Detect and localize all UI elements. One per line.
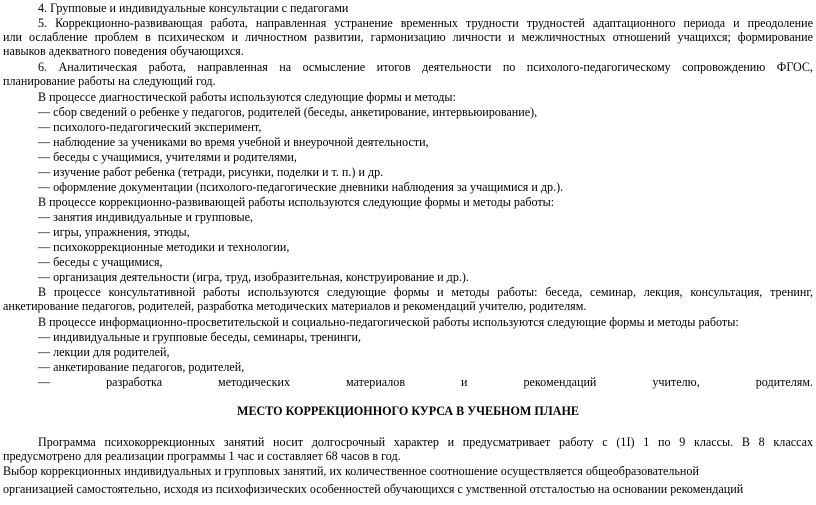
text-line: или ослабление проблем в психическом и личностном развитии, гармонизацию личности и межличностных отношений учащихся; формирование <box>3 30 813 44</box>
text-line: навыков адекватного поведения обучающихся. <box>3 44 244 58</box>
list-item: — оформление документации (психолого-педагогические дневники наблюдения за учащимися и др.). <box>38 180 564 194</box>
list-item: — психокоррекционные методики и технологии, <box>38 240 290 254</box>
list-item: — занятия индивидуальные и групповые, <box>38 210 254 224</box>
text-line: В процессе коррекционно-развивающей работы используются следующие формы и методы работы: <box>38 195 555 209</box>
text-line: организацией самостоятельно, исходя из психофизических особенностей обучающихся с умственной отсталостью на основании рекомендаций <box>3 482 744 496</box>
list-item: — изучение работ ребенка (тетради, рисунки, поделки и т. п.) и др. <box>38 165 384 179</box>
list-item: — наблюдение за учениками во время учебной и внеурочной деятельности, <box>38 135 429 149</box>
list-item: — игры, упражнения, этюды, <box>38 225 190 239</box>
list-item: — разработка методических материалов и рекомендаций учителю, родителям. <box>38 375 813 389</box>
text-line: В процессе консультативной работы используются следующие формы и методы работы: беседа, семинар, лекция, консультация, тренинг, <box>38 285 813 299</box>
list-item: — анкетирование педагогов, родителей, <box>38 360 245 374</box>
list-item: — психолого-педагогический эксперимент, <box>38 120 262 134</box>
list-item: — организация деятельности (игра, труд, изобразительная, конструирование и др.). <box>38 270 469 284</box>
text-line: анкетирование педагогов, родителей, разработка методических материалов и рекомендаций учителю, родителям. <box>3 299 587 313</box>
list-item: — индивидуальные и групповые беседы, семинары, тренинги, <box>38 330 362 344</box>
list-item: — сбор сведений о ребенке у педагогов, родителей (беседы, анкетирование, интервьюирование), <box>38 105 538 119</box>
text-line: В процессе диагностической работы используются следующие формы и методы: <box>38 90 456 104</box>
text-line: Программа психокоррекционных занятий носит долгосрочный характер и предусматривает работу с (1I) 1 по 9 классы. В 8 классах <box>38 435 813 449</box>
list-item: — беседы с учащимися, учителями и родителями, <box>38 150 297 164</box>
section-heading: МЕСТО КОРРЕКЦИОННОГО КУРСА В УЧЕБНОМ ПЛАНЕ <box>237 404 579 418</box>
list-item: — беседы с учащимися, <box>38 255 163 269</box>
text-line: 4. Групповые и индивидуальные консультации с педагогами <box>38 1 349 15</box>
list-item: — лекции для родителей, <box>38 345 170 359</box>
text-line: В процессе информационно-просветительской и социально-педагогической работы используются следующие формы и методы работы: <box>38 315 739 329</box>
text-line: планирование работы на следующий год. <box>3 74 216 88</box>
text-line: предусмотрено для реализации программы 1 час и составляет 68 часов в год. <box>3 449 401 463</box>
text-line: 5. Коррекционно-развивающая работа, направленная устранение временных трудности трудностей адаптационного периода и преодоление <box>38 16 813 30</box>
text-line: Выбор коррекционных индивидуальных и групповых занятий, их количественное соотношение осуществляется общеобразовательной <box>3 464 699 478</box>
text-line: 6. Аналитическая работа, направленная на осмысление итогов деятельности по психолого-педагогическому сопровождению ФГОС, <box>38 60 813 74</box>
